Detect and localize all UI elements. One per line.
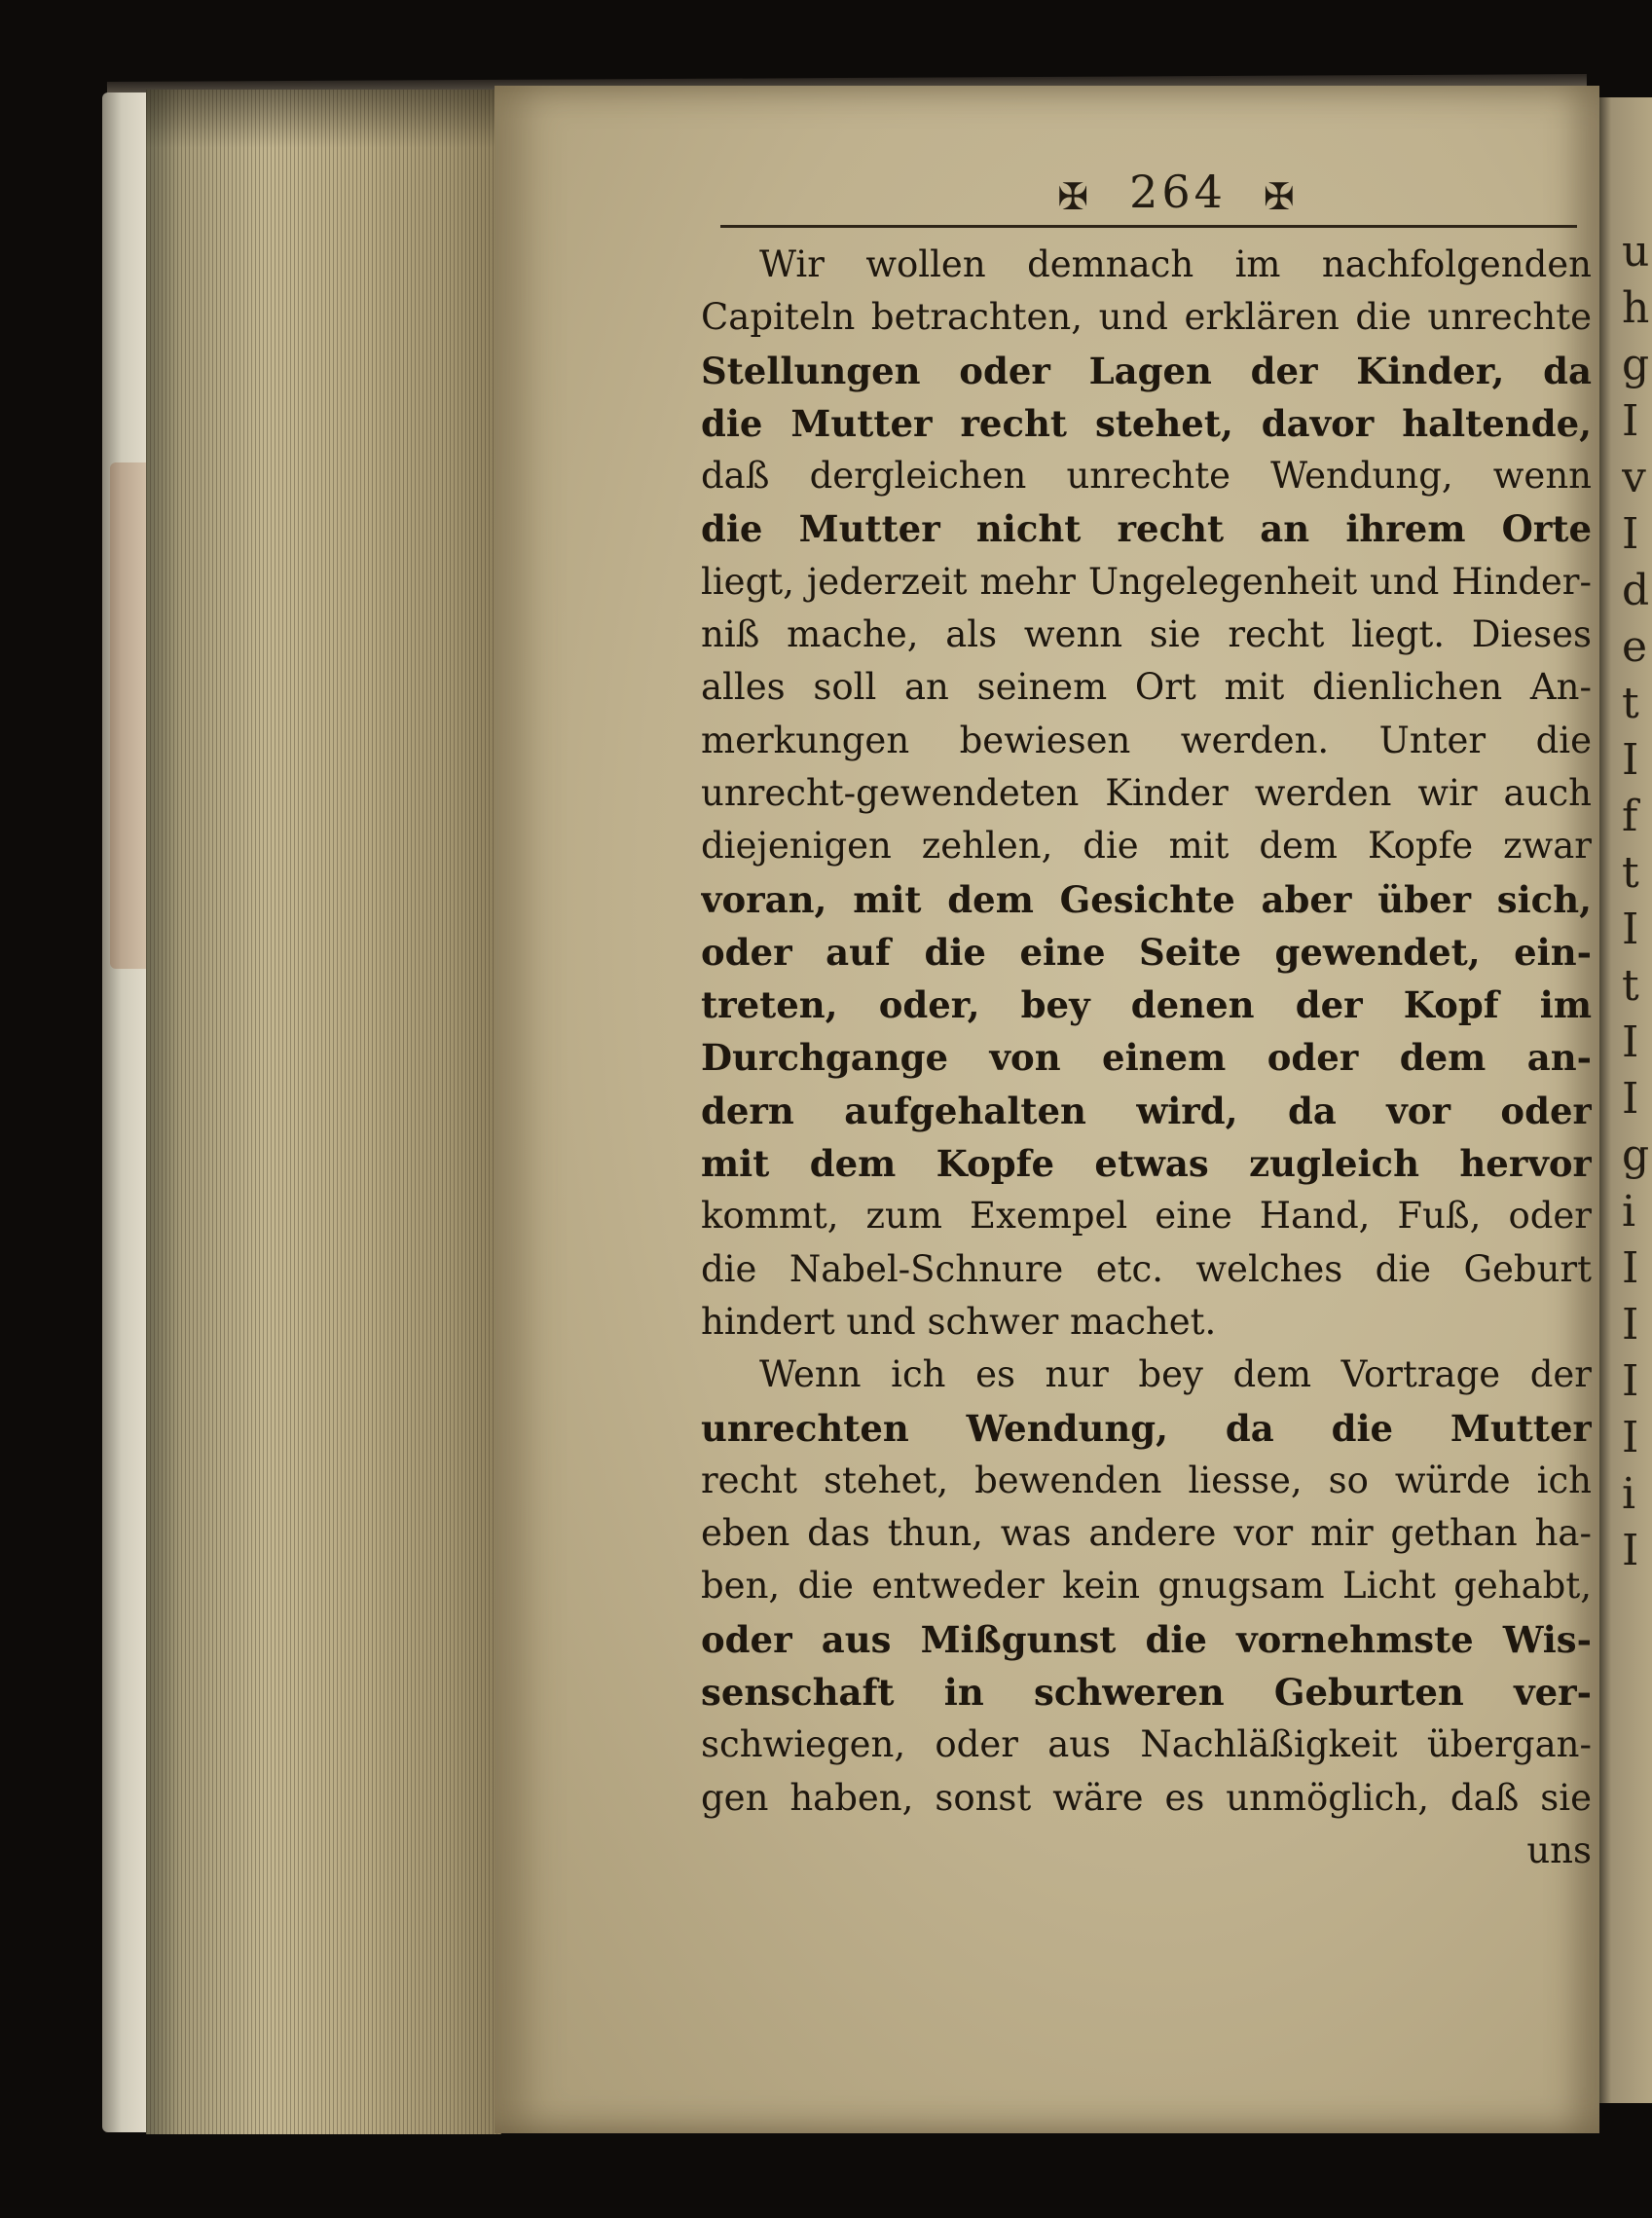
text-line: Wir wollen demnach im nachfolgenden bbox=[759, 243, 1592, 285]
text-line: mit dem Kopfe etwas zugleich hervor bbox=[701, 1142, 1592, 1186]
text-line: niß mache, als wenn sie recht liegt. Dieses bbox=[701, 613, 1592, 656]
text-line: kommt, zum Exempel eine Hand, Fuß, oder bbox=[701, 1195, 1592, 1238]
text-line: diejenigen zehlen, die mit dem Kopfe zwar bbox=[701, 825, 1592, 868]
header-rule bbox=[720, 225, 1577, 228]
page-number: 264 bbox=[1129, 166, 1227, 218]
text-line: voran, mit dem Gesichte aber über sich, bbox=[701, 877, 1592, 921]
text-line: unrechten Wendung, da die Mutter bbox=[701, 1406, 1592, 1450]
text-line: dern aufgehalten wird, da vor oder bbox=[701, 1089, 1592, 1132]
catchword: uns bbox=[1526, 1829, 1592, 1871]
text-line: oder aus Mißgunst die vornehmste Wis- bbox=[701, 1617, 1592, 1661]
text-line: gen haben, sonst wäre es unmöglich, daß sie bbox=[701, 1776, 1592, 1819]
text-line: merkungen bewiesen werden. Unter die bbox=[701, 719, 1592, 761]
text-line: Wenn ich es nur bey dem Vortrage der bbox=[759, 1353, 1592, 1396]
text-line: eben das thun, was andere vor mir gethan ha- bbox=[701, 1512, 1592, 1555]
ornament-right-icon: ✠ bbox=[1263, 174, 1299, 218]
text-line: Stellungen oder Lagen der Kinder, da bbox=[701, 349, 1592, 392]
text-line: recht stehet, bewenden liesse, so würde ich bbox=[701, 1459, 1592, 1501]
text-line: Durchgange von einem oder dem an- bbox=[701, 1036, 1592, 1080]
text-line: oder auf die eine Seite gewendet, ein- bbox=[701, 930, 1592, 974]
text-line: daß dergleichen unrechte Wendung, wenn bbox=[701, 455, 1592, 498]
text-line: senschaft in schweren Geburten ver- bbox=[701, 1671, 1592, 1715]
text-line: hindert und schwer machet. bbox=[701, 1300, 1217, 1343]
text-line: unrecht-gewendeten Kinder werden wir auch bbox=[701, 771, 1592, 814]
facing-page-fragments: u h g I v I d e t I f t I t I I g i I I I I i I bbox=[1622, 227, 1650, 1575]
body-text bbox=[701, 239, 1592, 1877]
text-line: alles soll an seinem Ort mit dienlichen An- bbox=[701, 666, 1592, 709]
text-line: Capiteln betrachten, und erklären die unrechte bbox=[701, 296, 1592, 339]
ornament-left-icon: ✠ bbox=[1057, 174, 1093, 218]
page-edges bbox=[146, 90, 501, 2134]
text-line: die Mutter recht stehet, davor haltende, bbox=[701, 401, 1592, 445]
text-line: schwiegen, oder aus Nachläßigkeit übergan- bbox=[701, 1723, 1592, 1766]
text-line: treten, oder, bey denen der Kopf im bbox=[701, 983, 1592, 1027]
text-line: liegt, jederzeit mehr Ungelegenheit und Hinder- bbox=[701, 560, 1592, 603]
text-line: ben, die entweder kein gnugsam Licht gehabt, bbox=[701, 1565, 1592, 1608]
page-header bbox=[1022, 166, 1334, 218]
text-line: die Mutter nicht recht an ihrem Orte bbox=[701, 507, 1592, 551]
text-line: die Nabel-Schnure etc. welches die Geburt bbox=[701, 1247, 1592, 1290]
